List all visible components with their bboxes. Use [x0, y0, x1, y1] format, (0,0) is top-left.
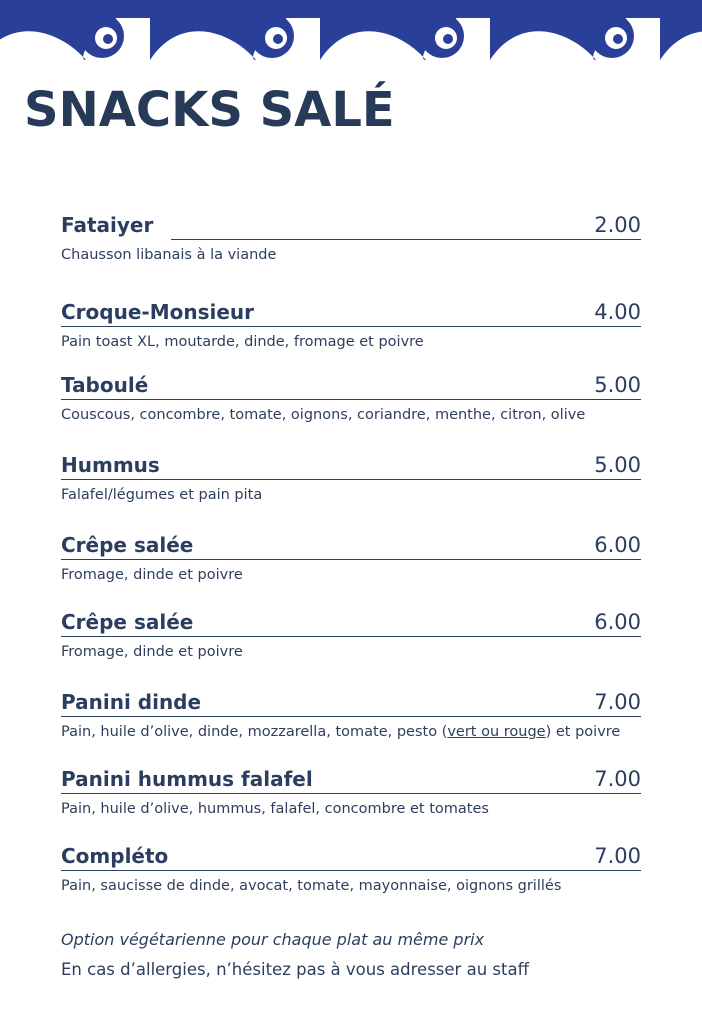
item-divider	[61, 479, 641, 480]
item-price: 7.00	[594, 690, 641, 714]
item-divider	[61, 793, 641, 794]
page-title: SNACKS SALÉ	[24, 82, 395, 138]
wave-curl-dot	[613, 34, 623, 44]
item-description	[61, 800, 641, 818]
item-description	[61, 643, 641, 661]
item-divider	[61, 559, 641, 560]
item-name: Panini dinde	[61, 690, 202, 714]
wave-crest	[320, 0, 490, 60]
item-price: 6.00	[594, 533, 641, 557]
item-header	[61, 299, 641, 327]
item-header	[61, 689, 641, 717]
item-description	[61, 406, 641, 424]
allergy-note: En cas d’allergies, n’hésitez pas à vous adresser au staff	[61, 960, 529, 979]
item-description-text: Fromage, dinde et poivre	[61, 567, 243, 583]
item-name: Hummus	[61, 453, 160, 477]
item-header	[61, 843, 641, 871]
item-description-text: Couscous, concombre, tomate, oignons, coriandre, menthe, citron, olive	[61, 407, 586, 423]
wave-crest	[490, 0, 660, 60]
item-header	[61, 766, 641, 794]
menu-item	[61, 452, 641, 504]
menu-item	[61, 532, 641, 584]
vegetarian-note: Option végétarienne pour chaque plat au même prix	[61, 930, 485, 949]
item-divider	[61, 636, 641, 637]
item-price: 4.00	[594, 300, 641, 324]
item-description	[61, 723, 641, 741]
item-description-text: Pain toast XL, moutarde, dinde, fromage et poivre	[61, 334, 424, 350]
item-description-text: Fromage, dinde et poivre	[61, 644, 243, 660]
wave-curl-dot	[103, 34, 113, 44]
item-price: 2.00	[594, 213, 641, 237]
wave-crest	[0, 0, 150, 60]
item-description-text-end: ) et poivre	[545, 724, 621, 740]
menu-item	[61, 299, 641, 351]
wave-crest	[660, 0, 702, 60]
item-name: Compléto	[61, 844, 169, 868]
item-name: Crêpe salée	[61, 610, 194, 634]
menu-item	[61, 689, 641, 741]
wave-header-decoration	[0, 0, 702, 70]
item-description-text: Falafel/légumes et pain pita	[61, 487, 263, 503]
item-header	[61, 532, 641, 560]
item-header	[61, 452, 641, 480]
item-name: Panini hummus falafel	[61, 767, 313, 791]
item-divider	[61, 399, 641, 400]
item-divider	[61, 870, 641, 871]
menu-item	[61, 609, 641, 661]
wave-crest	[150, 0, 320, 60]
wave-curl-dot	[443, 34, 453, 44]
item-header	[61, 372, 641, 400]
item-price: 6.00	[594, 610, 641, 634]
item-description-text: Pain, saucisse de dinde, avocat, tomate, mayonnaise, oignons grillés	[61, 878, 562, 894]
menu-item	[61, 843, 641, 895]
item-description-underlined: vert ou rouge	[447, 724, 546, 740]
item-divider	[171, 239, 641, 240]
item-description	[61, 566, 641, 584]
wave-curl-dot	[273, 34, 283, 44]
item-price: 7.00	[594, 844, 641, 868]
item-header	[61, 609, 641, 637]
menu-item	[61, 212, 641, 264]
item-description	[61, 486, 641, 504]
item-description	[61, 246, 641, 264]
item-name: Taboulé	[61, 373, 149, 397]
item-name: Fataiyer	[61, 213, 154, 237]
menu-item	[61, 766, 641, 818]
item-name: Croque-Monsieur	[61, 300, 255, 324]
item-name: Crêpe salée	[61, 533, 194, 557]
item-header	[61, 212, 641, 240]
item-description-text: Chausson libanais à la viande	[61, 247, 277, 263]
item-description-text: Pain, huile d’olive, dinde, mozzarella, tomate, pesto (	[61, 724, 448, 740]
item-description	[61, 877, 641, 895]
item-description	[61, 333, 641, 351]
item-divider	[61, 326, 641, 327]
menu-item	[61, 372, 641, 424]
item-price: 7.00	[594, 767, 641, 791]
item-price: 5.00	[594, 453, 641, 477]
item-description-text: Pain, huile d’olive, hummus, falafel, concombre et tomates	[61, 801, 489, 817]
item-divider	[61, 716, 641, 717]
item-price: 5.00	[594, 373, 641, 397]
